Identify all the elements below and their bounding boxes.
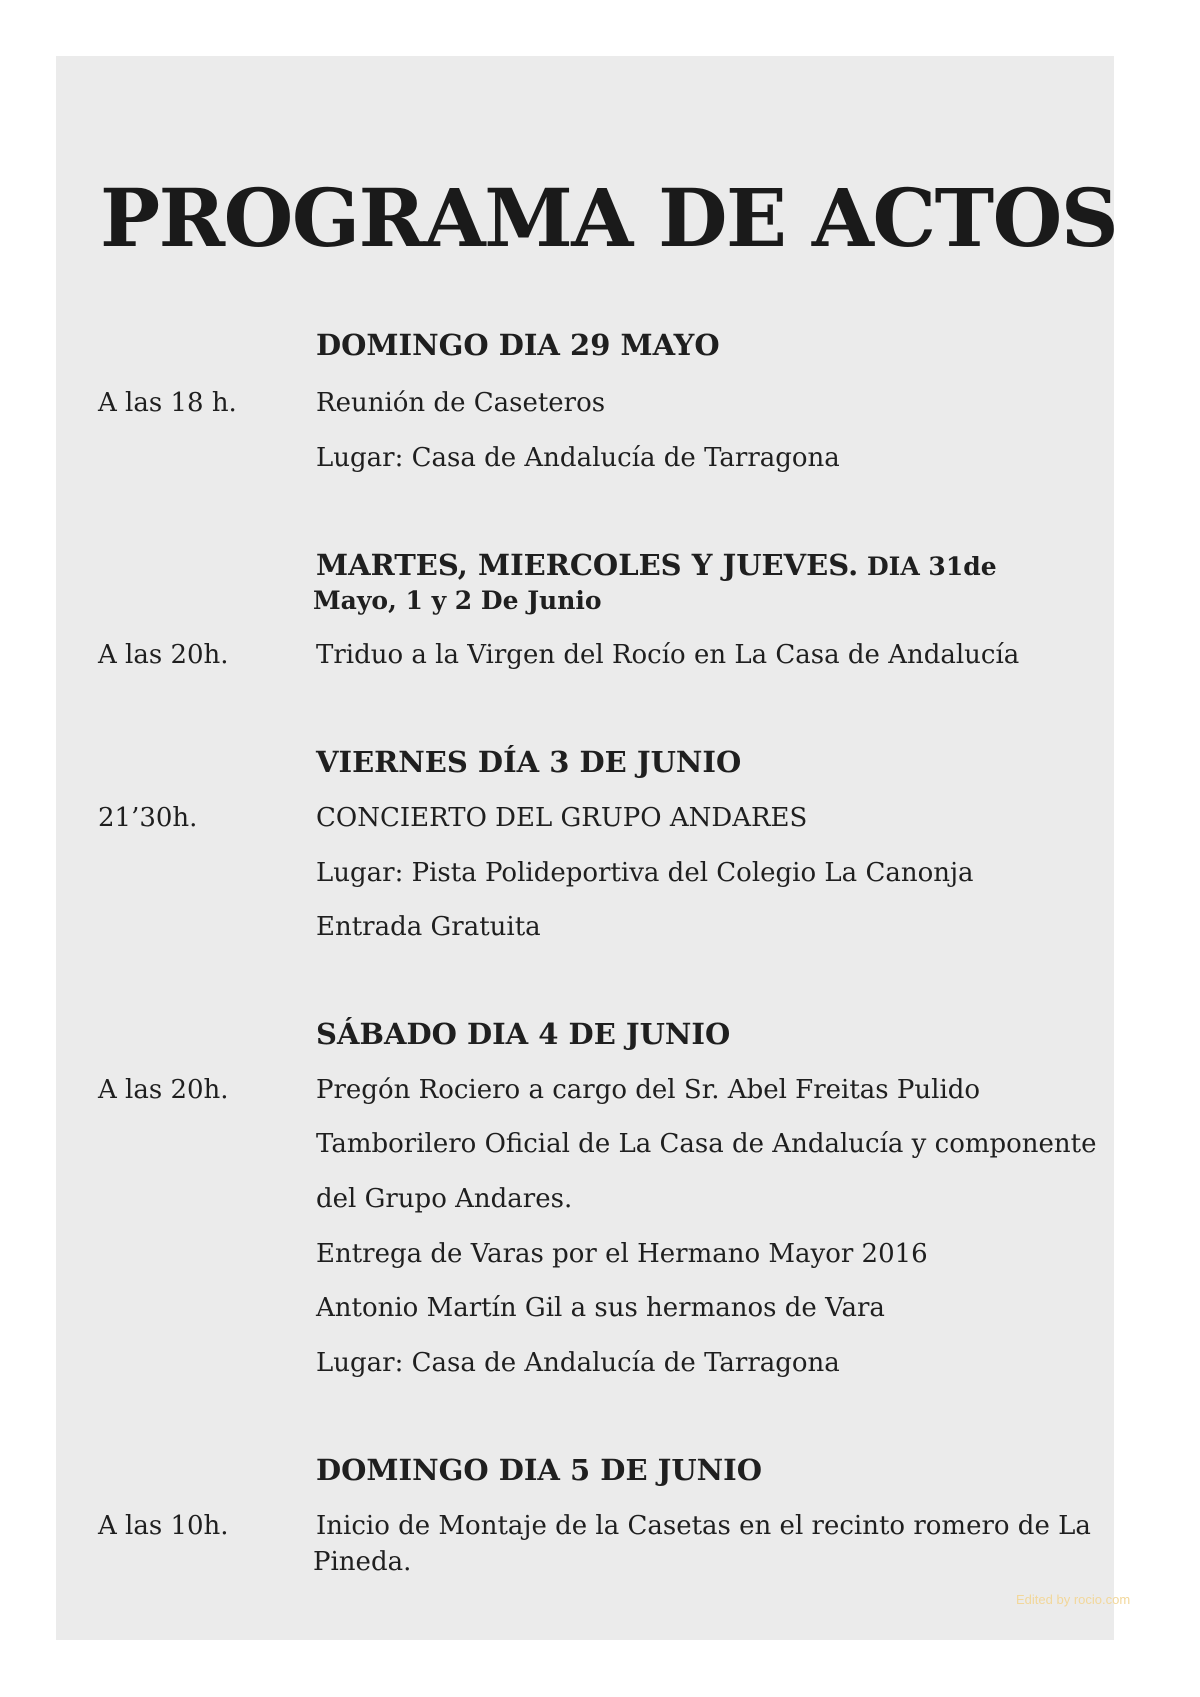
page-title: PROGRAMA DE ACTOS [100,171,1118,265]
event-line: Entrega de Varas por el Hermano Mayor 2016 [316,1239,928,1269]
section-heading-domingo-29: DOMINGO DIA 29 MAYO [316,328,720,362]
event-line: Lugar: Casa de Andalucía de Tarragona [316,1348,840,1378]
program-panel [56,56,1114,1640]
event-line: Antonio Martín Gil a sus hermanos de Vara [316,1293,885,1323]
section-heading-domingo-5: DOMINGO DIA 5 DE JUNIO [316,1453,762,1487]
event-line: Inicio de Montaje de la Casetas en el recinto romero de La [316,1511,1091,1541]
event-line: Pregón Rociero a cargo del Sr. Abel Freitas Pulido [316,1075,981,1105]
event-line: Tamborilero Oficial de La Casa de Andalucía y componente [316,1129,1097,1159]
event-line: del Grupo Andares. [316,1184,573,1214]
event-line: Pineda. [313,1547,412,1577]
event-line: Lugar: Casa de Andalucía de Tarragona [316,443,840,473]
section-heading-triduo [316,547,997,585]
event-line: Lugar: Pista Polideportiva del Colegio La Canonja [316,858,974,888]
event-time: A las 10h. [98,1511,229,1541]
watermark: Edited by rocio.com [1016,1592,1131,1607]
section-heading-sabado-4: SÁBADO DIA 4 DE JUNIO [316,1017,731,1051]
section-heading-tail: DIA 31de [858,552,997,581]
event-line: Triduo a la Virgen del Rocío en La Casa de Andalucía [316,640,1020,670]
section-heading-main: MARTES, MIERCOLES Y JUEVES. [316,548,859,582]
event-line: CONCIERTO DEL GRUPO ANDARES [316,803,808,833]
section-heading-viernes-3: VIERNES DÍA 3 DE JUNIO [316,745,742,779]
event-time: 21’30h. [98,803,198,833]
event-time: A las 20h. [98,1075,229,1105]
event-time: A las 18 h. [98,388,237,418]
event-time: A las 20h. [98,640,229,670]
event-line: Reunión de Caseteros [316,388,606,418]
event-line: Entrada Gratuita [316,912,541,942]
section-heading-line2: Mayo, 1 y 2 De Junio [313,586,602,615]
